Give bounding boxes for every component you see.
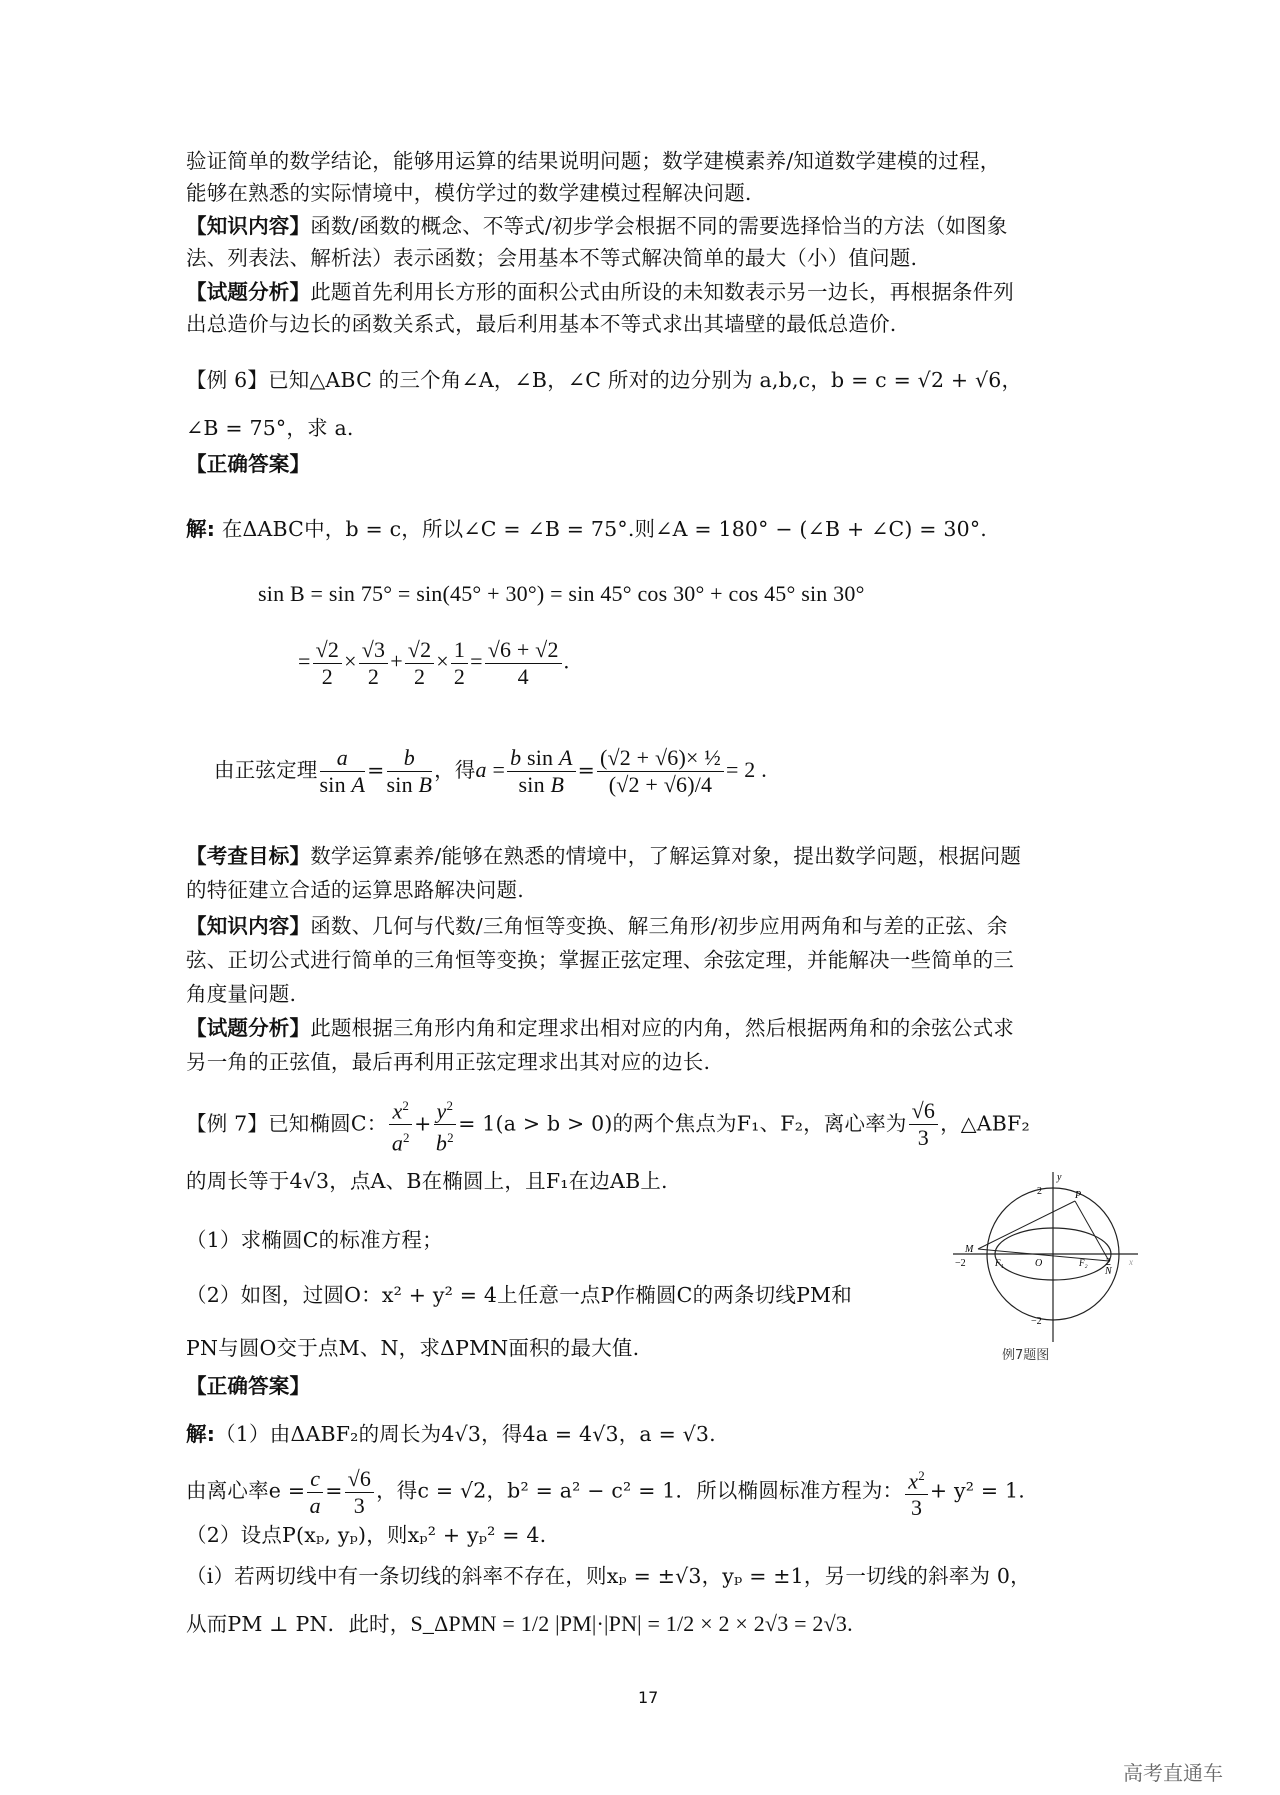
prev-knowledge-line-1: 【知识内容】函数/函数的概念、不等式/初步学会根据不同的需要选择恰当的方法（如图象 [186, 214, 1008, 238]
intro-line-1: 验证简单的数学结论，能够用运算的结果说明问题；数学建模素养/知道数学建模的过程， [186, 149, 1001, 173]
intro-line-2: 能够在熟悉的实际情境中，模仿学过的数学建模过程解决问题. [186, 181, 752, 205]
example7-solution-3: （2）设点P(xₚ, yₚ)，则xₚ² + yₚ² = 4. [186, 1523, 547, 1547]
section-label: 【知识内容】 [186, 214, 311, 238]
svg-text:x: x [1129, 1257, 1133, 1267]
example6-solution-line-1: 解: 在ΔABC中，b = c，所以∠C = ∠B = 75°.则∠A = 180° − (∠B + ∠C) = 30°. [186, 517, 988, 541]
svg-text:F₁: F₁ [995, 1258, 1004, 1268]
example7-question-2a: （2）如图，过圆O：x² + y² = 4上任意一点P作椭圆C的两条切线PM和 [186, 1283, 852, 1307]
svg-text:F₂: F₂ [1079, 1258, 1088, 1268]
page-number: 17 [638, 1688, 659, 1707]
svg-text:M: M [965, 1244, 974, 1255]
example6-knowledge-line-2: 弦、正切公式进行简单的三角恒等变换；掌握正弦定理、余弦定理，并能解决一些简单的三 [186, 948, 1014, 972]
example6-analysis-line-2: 另一角的正弦值，最后再利用正弦定理求出其对应的边长. [186, 1050, 711, 1074]
example6-analysis-line-1: 【试题分析】此题根据三角形内角和定理求出相对应的内角，然后根据两角和的余弦公式求 [186, 1016, 1015, 1040]
svg-text:−2: −2 [955, 1258, 966, 1269]
ellipse-circle-diagram [953, 1172, 1153, 1372]
figure-caption: 例7题图 [1002, 1348, 1050, 1363]
prev-analysis-line-2: 出总造价与边长的函数关系式，最后利用基本不等式求出其墙壁的最低总造价. [186, 312, 897, 336]
example6-stem-line-1: 【例 6】已知△ABC 的三个角∠A，∠B，∠C 所对的边分别为 a,b,c，b = c = √2 + √6， [186, 368, 1023, 392]
example-label: 【例 6】 [186, 368, 269, 392]
example6-sin-line-1: sin B = sin 75° = sin(45° + 30°) = sin 45° cos 30° + cos 45° sin 30° [258, 581, 865, 606]
example6-answer-label: 【正确答案】 [186, 452, 311, 476]
example7-question-2b: PN与圆O交于点M、N，求ΔPMN面积的最大值. [186, 1336, 640, 1360]
example6-knowledge-line-1: 【知识内容】函数、几何与代数/三角恒等变换、解三角形/初步应用两角和与差的正弦、余 [186, 914, 1008, 938]
example-label: 【例 7】 [186, 1111, 269, 1136]
svg-text:O: O [1035, 1258, 1043, 1269]
example6-goal-line-2: 的特征建立合适的运算思路解决问题. [186, 878, 524, 902]
example7-solution-1: 解:（1）由ΔABF₂的周长为4√3，得4a = 4√3，a = √3. [186, 1422, 716, 1446]
example7-stem-line-1: 【例 7】已知椭圆C： $\frac{x^2}{a^2}$ + $\frac{y^2}{b^2}$ = 1(a > b > 0)的两个焦点为F₁、F₂，离心率为 $\frac{√6}{3}$ ，△ABF₂ [186, 1093, 1030, 1157]
svg-text:y: y [1057, 1172, 1062, 1183]
example7-stem-line-2: 的周长等于4√3，点A、B在椭圆上，且F₁在边AB上. [186, 1169, 668, 1193]
svg-text:P: P [1075, 1190, 1082, 1201]
section-label: 【试题分析】 [186, 280, 311, 304]
watermark: 高考直通车 [1123, 1761, 1223, 1785]
svg-text:2: 2 [1106, 1257, 1111, 1268]
svg-text:−2: −2 [1031, 1316, 1042, 1327]
example6-goal-line-1: 【考查目标】数学运算素养/能够在熟悉的情境中，了解运算对象，提出数学问题，根据问题 [186, 844, 1022, 868]
example6-knowledge-line-3: 角度量问题. [186, 982, 297, 1006]
example6-stem-line-2: ∠B = 75°，求 a. [186, 416, 354, 440]
svg-text:N: N [1105, 1266, 1112, 1277]
prev-analysis-line-1: 【试题分析】此题首先利用长方形的面积公式由所设的未知数表示另一边长，再根据条件列 [186, 280, 1015, 304]
prev-knowledge-line-2: 法、列表法、解析法）表示函数；会用基本不等式解决简单的最大（小）值问题. [186, 246, 918, 270]
svg-text:2: 2 [1037, 1186, 1042, 1197]
example7-solution-5: 从而PM ⊥ PN．此时，S_ΔPMN = 1/2 |PM|·|PN| = 1/2 × 2 × 2√3 = 2√3. [186, 1611, 853, 1636]
example7-solution-4: （i）若两切线中有一条切线的斜率不存在，则xₚ = ±√3，yₚ = ±1，另一切线的斜率为 0， [186, 1564, 1031, 1588]
example7-question-1: （1）求椭圆C的标准方程； [186, 1228, 443, 1252]
example7-solution-2: 由离心率e = $\frac{c}{a}$ = $\frac{√6}{3}$ ，得c = √2，b² = a² − c² = 1．所以椭圆标准方程为： $\frac{x^2}{3}$ + y² = 1. [186, 1463, 1025, 1521]
example6-law-of-sines: 由正弦定理 $\frac{a}{\text{sin A}}$ = $\frac{b}{\text{sin B}}$ ，得a = $\frac{\text{b sin A}}{\text{sin B}}$ = $\frac{\text{(√2 + √6)× ½}}{(√2 + √6)/4}$ = 2 . [214, 745, 767, 797]
example6-sin-line-2: = $\frac{√2}{2}$ × $\frac{√3}{2}$ + $\frac{√2}{2}$ × $\frac{1}{2}$ = $\frac{√6 + √2}{4}$ . [298, 637, 570, 689]
solution-label: 解: [186, 517, 216, 541]
example7-answer-label: 【正确答案】 [186, 1374, 311, 1398]
